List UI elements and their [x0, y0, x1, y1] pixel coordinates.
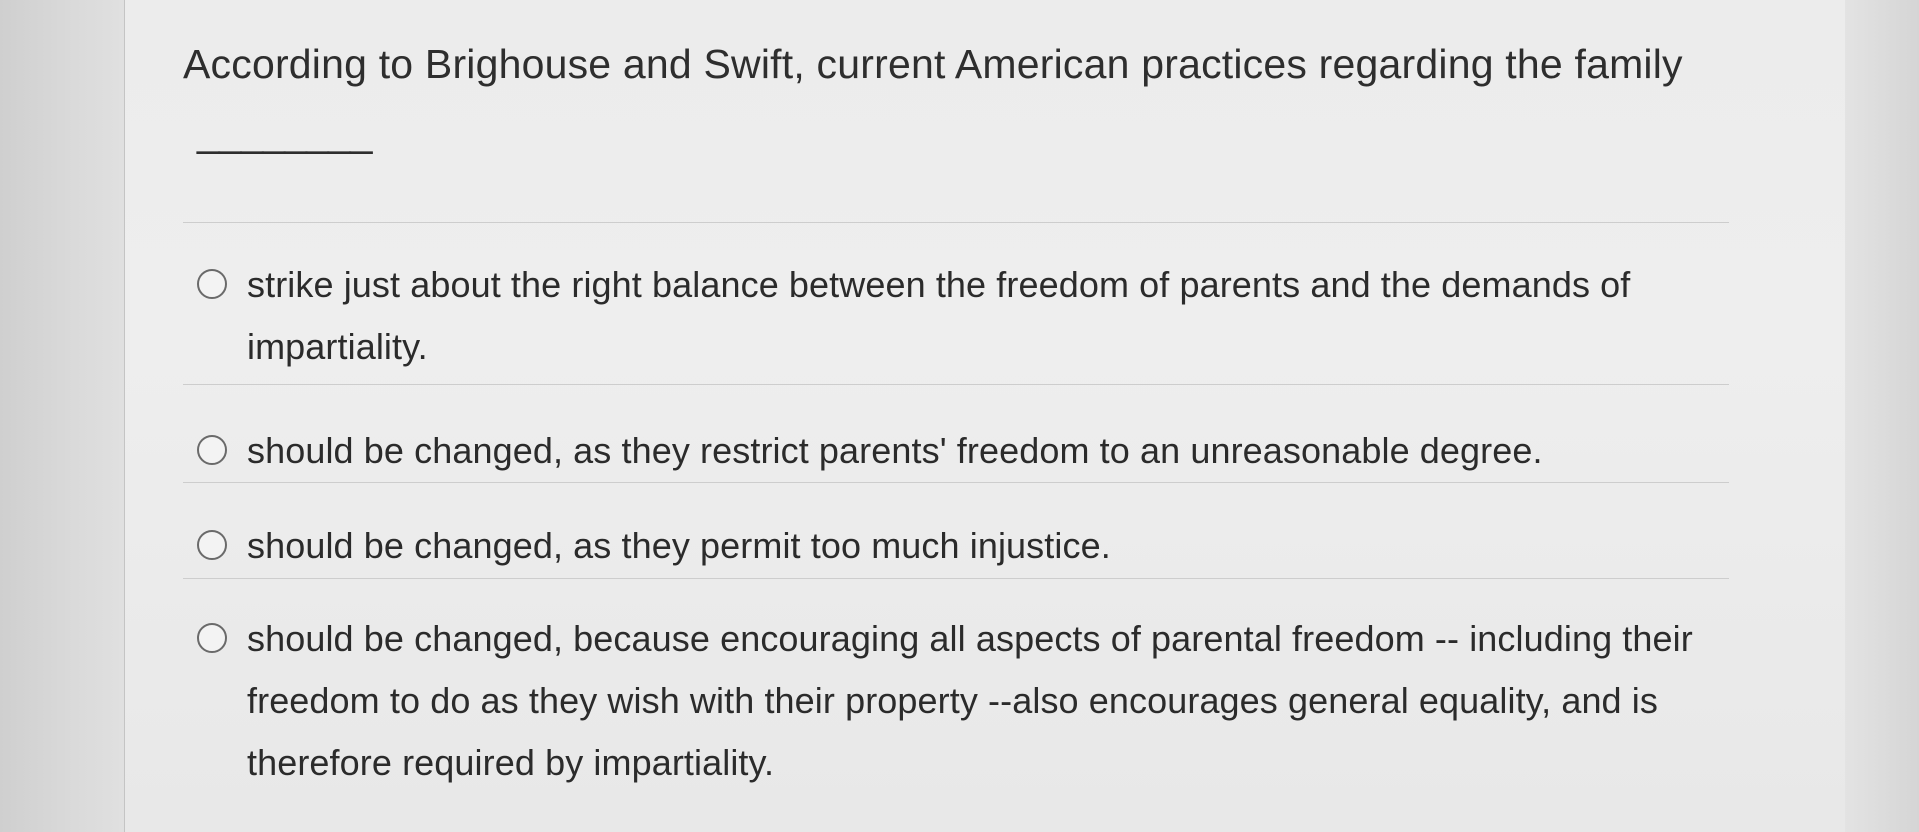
answer-option-1[interactable]: [197, 254, 1697, 378]
left-margin: [0, 0, 124, 832]
answer-option-2[interactable]: [197, 420, 1697, 482]
answer-option-label[interactable]: should be changed, as they permit too much injustice.: [247, 525, 1111, 566]
answer-option-label[interactable]: should be changed, as they restrict parents' freedom to an unreasonable degree.: [247, 430, 1543, 471]
question-prompt: [183, 30, 1743, 166]
radio-button-2[interactable]: [197, 435, 227, 465]
radio-button-3[interactable]: [197, 530, 227, 560]
answer-option-label[interactable]: strike just about the right balance between the freedom of parents and the demands of impartiality.: [247, 264, 1631, 367]
option-divider: [183, 578, 1729, 579]
question-panel: [124, 0, 1847, 832]
option-divider: [183, 384, 1729, 385]
question-divider: [183, 222, 1729, 223]
radio-button-1[interactable]: [197, 269, 227, 299]
option-divider: [183, 482, 1729, 483]
right-margin: [1845, 0, 1919, 832]
radio-button-4[interactable]: [197, 623, 227, 653]
answer-option-label[interactable]: should be changed, because encouraging all aspects of parental freedom -- including their freedom to do as they wish with their property --also encourages general equality, and is therefore required by impartiality.: [247, 618, 1693, 783]
answer-option-4[interactable]: [197, 608, 1697, 794]
question-text: According to Brighouse and Swift, current American practices regarding the family: [183, 41, 1683, 87]
answer-option-3[interactable]: [197, 515, 1697, 577]
question-blank: ________: [197, 109, 372, 155]
